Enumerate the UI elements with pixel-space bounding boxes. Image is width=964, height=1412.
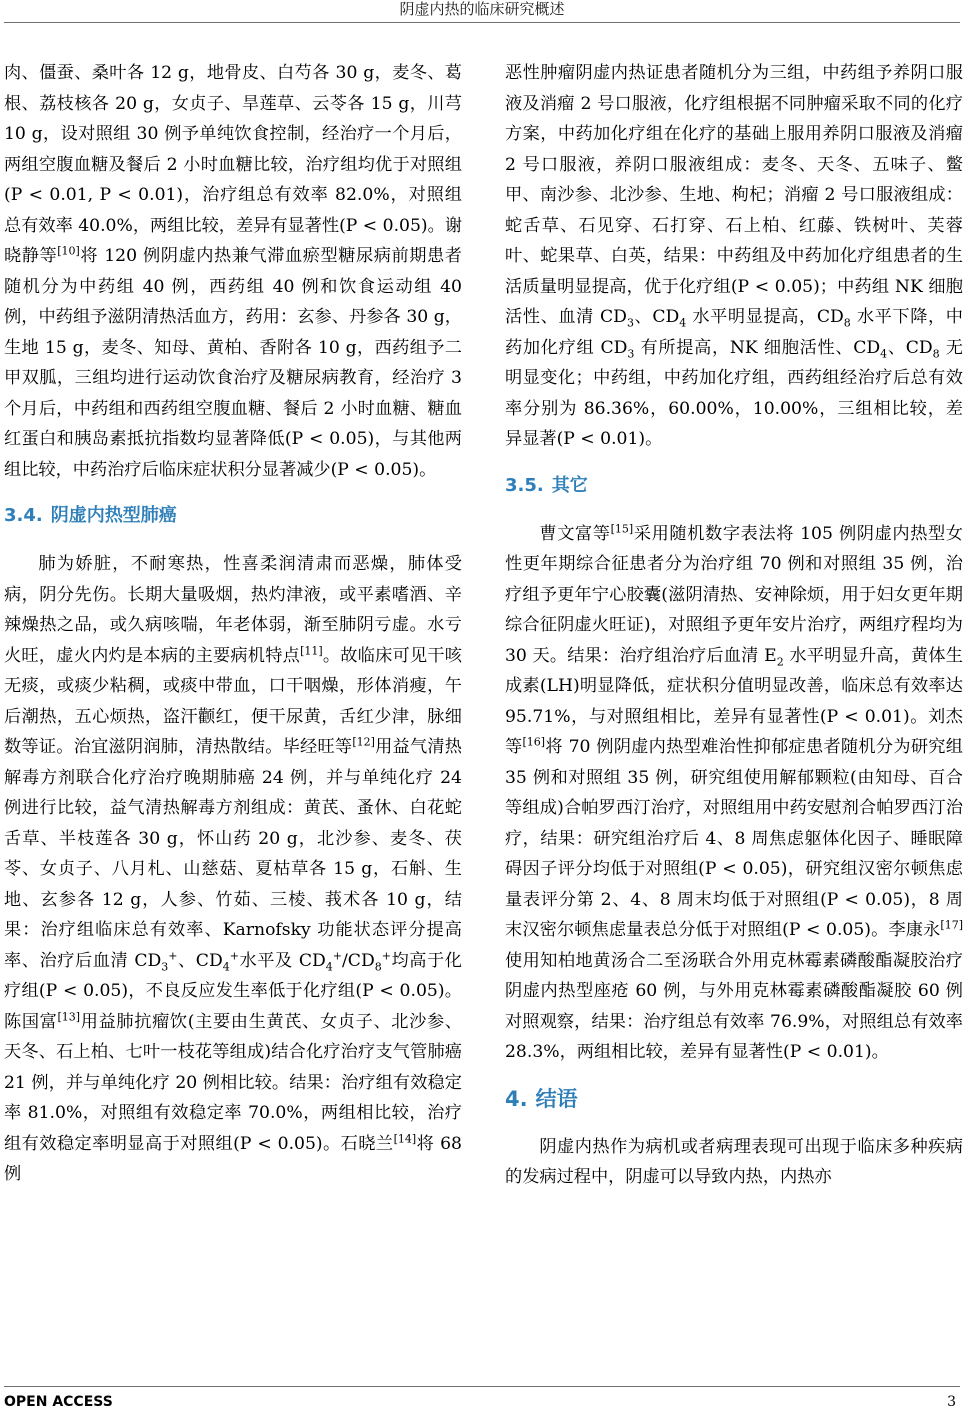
text-run: 将 68 例 xyxy=(4,1133,462,1184)
body-paragraph xyxy=(4,58,462,485)
section-heading xyxy=(4,503,462,529)
body-paragraph xyxy=(4,549,462,1190)
superscript: + xyxy=(332,948,342,962)
citation-ref: [15] xyxy=(610,521,634,535)
citation-ref: [12] xyxy=(352,735,375,749)
citation-ref: [14] xyxy=(393,1131,417,1145)
subscript: 3 xyxy=(627,346,635,360)
subscript: 3 xyxy=(161,959,169,973)
text-run: 水平明显升高，黄体生成素(LH)明显降低，症状积分值明显改善，临床总有效率达 95.71%，与对照组相比，差异有显著性(P < 0.01)。刘杰等 xyxy=(505,645,963,757)
text-run: 用益肺抗瘤饮(主要由生黄芪、女贞子、北沙参、天冬、石上柏、七叶一枝花等组成)结合化疗治疗支气管肺癌 21 例，并与单纯化疗 20 例相比较。结果：治疗组有效稳定率 81.0%，对照组有效稳定率 70.0%，两组相比较，治疗组有效稳定率明显高于对照组(P < 0.05)。石晓兰 xyxy=(4,1011,462,1154)
superscript: + xyxy=(381,948,391,962)
text-run: 无明显变化；中药组，中药加化疗组，西药组经治疗后总有效率分别为 86.36%，60.00%，10.00%，三组相比较，差异显著(P < 0.01)。 xyxy=(505,337,963,449)
section-number: 3.4. xyxy=(4,505,43,526)
subscript: 8 xyxy=(843,316,851,330)
section-number: 3.5. xyxy=(505,474,544,496)
text-run: 均高于化疗组(P < 0.05)，不良反应发生率低于化疗组(P < 0.05)。陈国富 xyxy=(4,950,462,1032)
text-run: 水平及 CD xyxy=(238,950,326,971)
subscript: 2 xyxy=(776,654,784,668)
text-run: 阴虚内热作为病机或者病理表现可出现于临床多种疾病的发病过程中，阴虚可以导致内热，内热亦 xyxy=(505,1136,963,1187)
citation-ref: [11] xyxy=(300,643,323,657)
text-run: 、CD xyxy=(177,950,223,971)
citation-ref: [17] xyxy=(940,918,963,932)
subscript: 4 xyxy=(679,316,687,330)
footer-journal-label: OPEN ACCESS xyxy=(4,1394,113,1410)
text-run: 有所提高，NK 细胞活性、CD xyxy=(634,337,881,358)
text-run: 肺为娇脏，不耐寒热，性喜柔润清肃而恶燥，肺体受病，阴分先伤。长期大量吸烟，热灼津液，或平素嗜酒、辛辣燥热之品，或久病咳喘，年老体弱，渐至肺阴亏虚。水亏火旺，虚火内灼是本病的主要病机特点 xyxy=(4,554,462,666)
text-run: 、CD xyxy=(633,307,680,327)
citation-ref: [13] xyxy=(57,1009,81,1023)
text-run: 。故临床可见干咳无痰，或痰少粘稠，或痰中带血，口干咽燥，形体消瘦，午后潮热，五心烦热，盗汗颧红，便干尿黄，舌红少津，脉细数等证。治宜滋阴润肺，清热散结。毕经旺等 xyxy=(4,645,462,757)
section-title: 阴虚内热型肺癌 xyxy=(50,505,177,526)
section-title: 其它 xyxy=(551,474,588,496)
citation-ref: [16] xyxy=(522,735,546,749)
text-run: 使用知柏地黄汤合二至汤联合外用克林霉素磷酸酯凝胶治疗阴虚内热型座疮 60 例，与外用克林霉素磷酸酯凝胶 60 例对照观察，结果：治疗组总有效率 76.9%，对照组总有效率 28.3%，两组相比较，差异有显著性(P < 0.01)。 xyxy=(505,950,963,1062)
subscript: 8 xyxy=(374,959,382,973)
text-run: 将 70 例阴虚内热型难治性抑郁症患者随机分为研究组 35 例和对照组 35 例，研究组使用解郁颗粒(由知母、百合等组成)合帕罗西汀治疗，对照组用中药安慰剂合帕罗西汀治疗，结果：研究组治疗后 4、8 周焦虑躯体化因子、睡眠障碍因子评分均低于对照组(P < 0.05)，研究组汉密尔顿焦虑量表评分第 2、4、8 周末均低于对照组(P < 0.05)，8 周末汉密尔顿焦虑量表总分低于对照组(P < 0.05)。李康永 xyxy=(505,737,963,940)
text-run: 水平下降，中药加化疗组 CD xyxy=(505,307,963,358)
section-heading xyxy=(505,473,963,499)
body-paragraph xyxy=(505,519,963,1068)
text-run: 肉、僵蚕、桑叶各 12 g，地骨皮、白芍各 30 g，麦冬、葛根、荔枝核各 20 g，女贞子、旱莲草、云苓各 15 g，川芎 10 g，设对照组 30 例予单纯饮食控制，经治疗一个月后，两组空腹血糖及餐后 2 小时血糖比较，治疗组均优于对照组(P < 0.01, P < 0.01)，治疗组总有效率 82.0%，对照组总有效率 40.0%，两组比较，差异有显著性(P < 0.05)。谢晓静等 xyxy=(4,63,463,266)
text-run: 用益气清热解毒方剂联合化疗治疗晚期肺癌 24 例，并与单纯化疗 24 例进行比较，益气清热解毒方剂组成：黄芪、蚤休、白花蛇舌草、半枝莲各 30 g，怀山药 20 g，北沙参、麦冬、茯苓、女贞子、八月札、山慈菇、夏枯草各 15 g，石斛、生地、玄参各 12 g，人参、竹茹、三棱、莪术各 10 g，结果：治疗组临床总有效率、Karnofsky 功能状态评分提高率、治疗后血清 CD xyxy=(4,737,462,971)
subscript: 4 xyxy=(880,346,888,360)
section-heading xyxy=(505,1086,963,1112)
page-number: 3 xyxy=(947,1394,956,1410)
superscript: + xyxy=(229,948,239,962)
superscript: + xyxy=(168,948,178,962)
text-run: 采用随机数字表法将 105 例阴虚内热型女性更年期综合征患者分为治疗组 70 例和对照组 35 例，治疗组予更年宁心胶囊(滋阴清热、安神除烦，用于妇女更年期综合征阴虚火旺证)，对照组予更年安片治疗，两组疗程均为 30 天。结果：治疗组治疗后血清 E xyxy=(505,523,963,666)
running-header: 阴虚内热的临床研究概述 xyxy=(399,0,565,18)
header-rule xyxy=(4,22,960,23)
body-paragraph xyxy=(505,58,963,455)
text-run: 水平明显提高，CD xyxy=(686,307,844,327)
text-run: 将 120 例阴虚内热兼气滞血瘀型糖尿病前期患者随机分为中药组 40 例，西药组 40 例和饮食运动组 40 例，中药组予滋阴清热活血方，药用：玄参、丹参各 30 g，生地 15 g，麦冬、知母、黄柏、香附各 10 g，西药组予二甲双胍，三组均进行运动饮食治疗及糖尿病教育，经治疗 3 个月后，中药组和西药组空腹血糖、餐后 2 小时血糖、糖血红蛋白和胰岛素抵抗指数均显著降低(P < 0.05)，与其他两组比较，中药治疗后临床症状积分显著减少(P < 0.05)。 xyxy=(4,246,462,480)
text-run: 恶性肿瘤阴虚内热证患者随机分为三组，中药组予养阴口服液及消瘤 2 号口服液，化疗组根据不同肿瘤采取不同的化疗方案，中药加化疗组在化疗的基础上服用养阴口服液及消瘤 2 号口服液，养阴口服液组成：麦冬、天冬、五味子、鳖甲、南沙参、北沙参、生地、枸杞；消瘤 2 号口服液组成：蛇舌草、石见穿、石打穿、石上柏、红藤、铁树叶、芙蓉叶、蛇果草、白英，结果：中药组及中药加化疗组患者的生活质量明显提高，优于化疗组(P < 0.05)；中药组 NK 细胞活性、血清 CD xyxy=(505,63,963,327)
right-column xyxy=(505,58,963,1193)
subscript: 8 xyxy=(932,346,940,360)
footer-rule xyxy=(4,1386,960,1387)
citation-ref: [10] xyxy=(57,244,80,258)
section-title: 结语 xyxy=(535,1086,578,1111)
text-run: 、CD xyxy=(887,337,933,358)
subscript: 4 xyxy=(222,959,230,973)
text-run: /CD xyxy=(342,950,375,971)
left-column xyxy=(4,58,462,1190)
subscript: 3 xyxy=(626,316,634,330)
body-paragraph xyxy=(505,1132,963,1193)
section-number: 4. xyxy=(505,1086,528,1111)
text-run: 曹文富等 xyxy=(539,523,611,544)
subscript: 4 xyxy=(325,959,333,973)
